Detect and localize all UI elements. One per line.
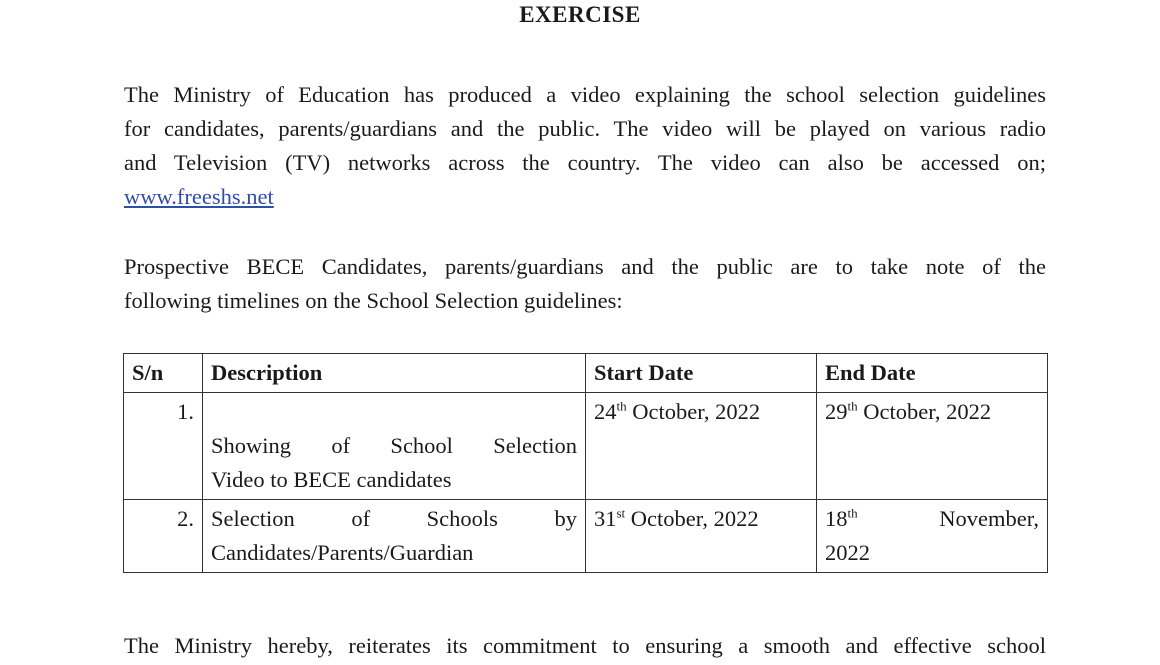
table-row	[124, 500, 1048, 573]
paragraph-line: The Ministry of Education has produced a video explaining the school selection guidelines	[124, 82, 1046, 107]
page-title: EXERCISE	[519, 2, 641, 27]
header-start-date: Start Date	[586, 354, 817, 393]
description-line: Showing of School Selection	[211, 433, 577, 458]
row-end-date: 18th November, 2022	[817, 500, 1048, 573]
row-end-date: 29th October, 2022	[817, 393, 1048, 500]
table-header-row	[124, 354, 1048, 393]
header-description: Description	[203, 354, 586, 393]
row-number: 2.	[124, 500, 203, 573]
row-description	[203, 393, 586, 500]
description-line: Candidates/Parents/Guardian	[211, 540, 474, 565]
description-line: Selection of Schools by	[211, 506, 577, 531]
row-start-date: 24th October, 2022	[586, 393, 817, 500]
description-line: Video to BECE candidates	[211, 467, 452, 492]
paragraph-line: for candidates, parents/guardians and the public. The video will be played on various radio	[124, 116, 1046, 141]
table-row	[124, 393, 1048, 500]
closing-paragraph	[124, 629, 1046, 663]
header-end-date: End Date	[817, 354, 1048, 393]
paragraph-line: The Ministry hereby, reiterates its commitment to ensuring a smooth and effective school	[124, 633, 1046, 658]
timeline-paragraph	[124, 250, 1046, 318]
intro-paragraph	[124, 78, 1046, 214]
timeline-table	[123, 353, 1048, 573]
header-sn: S/n	[124, 354, 203, 393]
paragraph-line: Prospective BECE Candidates, parents/guardians and the public are to take note of the	[124, 254, 1046, 279]
row-description	[203, 500, 586, 573]
paragraph-line: and Television (TV) networks across the country. The video can also be accessed on;	[124, 150, 1046, 175]
paragraph-line: following timelines on the School Selection guidelines:	[124, 288, 623, 313]
row-number: 1.	[124, 393, 203, 500]
row-start-date: 31st October, 2022	[586, 500, 817, 573]
freeshs-link[interactable]: www.freeshs.net	[124, 184, 274, 209]
